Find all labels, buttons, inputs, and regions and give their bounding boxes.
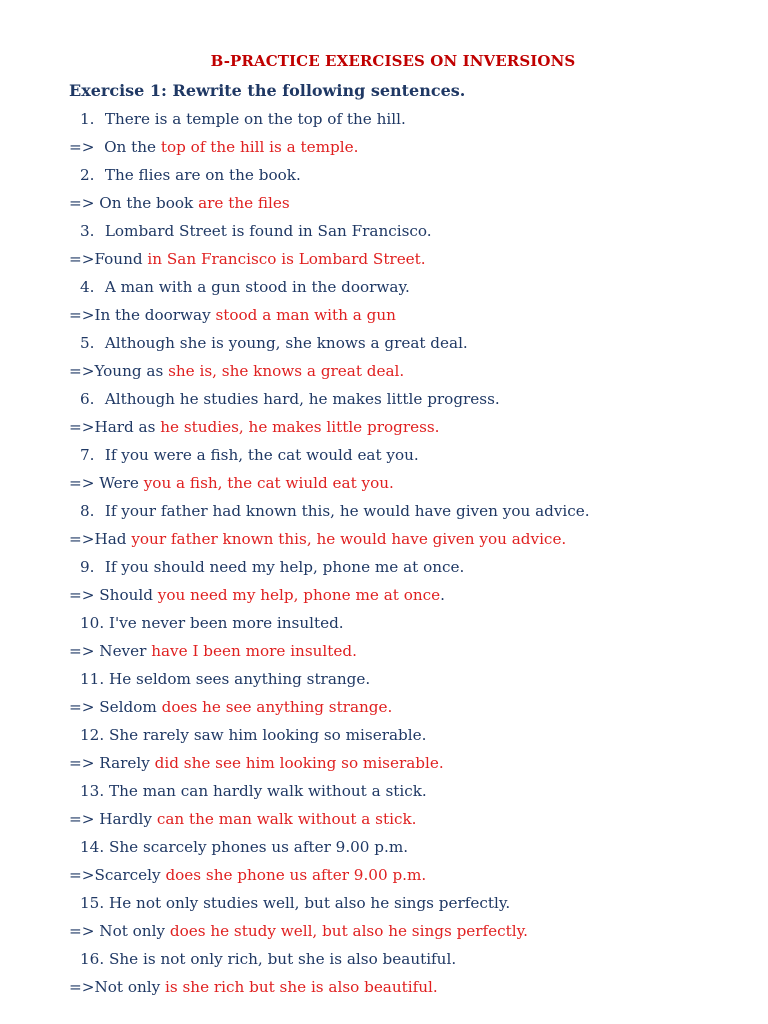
answer-inverted-text: you need my help, phone me at once [157,586,441,604]
answer-suffix: . [440,586,445,604]
exercise-question [0,668,768,696]
question-number: 9. [80,558,95,576]
exercise-question [0,332,768,360]
answer-inverted-text: does he study well, but also he sings perfectly. [169,922,529,940]
exercise-answer [0,864,768,892]
exercise-answer [0,640,768,668]
question-sentence: If your father had known this, he would have given you advice. [104,502,590,520]
exercise-list [0,108,768,1004]
answer-inverted-text: she is, she knows a great deal. [168,362,405,380]
exercise-answer [0,920,768,948]
answer-inverted-text: is she rich but she is also beautiful. [165,978,438,996]
exercise-answer [0,360,768,388]
exercise-question [0,612,768,640]
exercise-answer [0,248,768,276]
question-sentence: She is not only rich, but she is also beautiful. [108,950,457,968]
question-number: 5. [80,334,95,352]
answer-inverted-text: top of the hill is a temple. [160,138,359,156]
answer-prefix: => Were [69,474,144,492]
question-sentence: A man with a gun stood in the doorway. [104,278,410,296]
question-number: 13. [80,782,105,800]
answer-inverted-text: in San Francisco is Lombard Street. [147,250,426,268]
exercise-answer [0,752,768,780]
question-number: 16. [80,950,105,968]
question-number: 3. [80,222,95,240]
exercise-answer [0,304,768,332]
answer-inverted-text: can the man walk without a stick. [156,810,417,828]
exercise-answer [0,528,768,556]
answer-prefix: => On the [69,138,161,156]
exercise-question [0,444,768,472]
exercise-question [0,556,768,584]
question-number: 6. [80,390,95,408]
question-sentence: The flies are on the book. [104,166,301,184]
answer-inverted-text: did she see him looking so miserable. [154,754,444,772]
exercise-answer [0,808,768,836]
exercise-question [0,948,768,976]
question-number: 4. [80,278,95,296]
exercise-answer [0,136,768,164]
answer-inverted-text: are the files [198,194,290,212]
answer-prefix: =>Had [69,530,132,548]
answer-prefix: =>Young as [69,362,169,380]
answer-prefix: =>Not only [69,978,166,996]
answer-inverted-text: does she phone us after 9.00 p.m. [165,866,427,884]
question-sentence: He not only studies well, but also he sings perfectly. [108,894,511,912]
question-sentence: Lombard Street is found in San Francisco. [104,222,432,240]
exercise-answer [0,416,768,444]
question-number: 8. [80,502,95,520]
answer-inverted-text: your father known this, he would have given you advice. [131,530,567,548]
answer-inverted-text: have I been more insulted. [151,642,357,660]
question-sentence: There is a temple on the top of the hill. [104,110,406,128]
answer-prefix: => Never [69,642,152,660]
answer-prefix: => Not only [69,922,170,940]
question-number: 15. [80,894,105,912]
answer-prefix: =>Found [69,250,148,268]
answer-inverted-text: stood a man with a gun [215,306,396,324]
exercise-answer [0,584,768,612]
answer-prefix: => Seldom [69,698,162,716]
question-number: 12. [80,726,105,744]
answer-inverted-text: he studies, he makes little progress. [160,418,440,436]
question-number: 10. [80,614,105,632]
question-sentence: Although she is young, she knows a great deal. [104,334,468,352]
exercise-question [0,780,768,808]
exercise-answer [0,192,768,220]
question-number: 1. [80,110,95,128]
exercise-question [0,108,768,136]
exercise-heading: Exercise 1: Rewrite the following sentences. [69,81,466,100]
exercise-question [0,836,768,864]
answer-prefix: => Hardly [69,810,157,828]
exercise-answer [0,696,768,724]
question-sentence: Although he studies hard, he makes little progress. [104,390,500,408]
question-number: 2. [80,166,95,184]
answer-prefix: => Rarely [69,754,155,772]
question-number: 7. [80,446,95,464]
question-sentence: He seldom sees anything strange. [108,670,371,688]
exercise-question [0,892,768,920]
question-sentence: I've never been more insulted. [108,614,344,632]
exercise-question [0,220,768,248]
question-sentence: She rarely saw him looking so miserable. [108,726,427,744]
exercise-answer [0,976,768,1004]
exercise-question [0,164,768,192]
answer-prefix: =>Hard as [69,418,161,436]
question-sentence: If you should need my help, phone me at once. [104,558,465,576]
exercise-answer [0,472,768,500]
document-title: B-PRACTICE EXERCISES ON INVERSIONS [210,52,576,70]
answer-prefix: =>In the doorway [69,306,216,324]
answer-prefix: => Should [69,586,158,604]
exercise-question [0,276,768,304]
exercise-question [0,388,768,416]
question-number: 14. [80,838,105,856]
question-number: 11. [80,670,105,688]
answer-inverted-text: does he see anything strange. [161,698,393,716]
exercise-question [0,724,768,752]
answer-prefix: =>Scarcely [69,866,166,884]
question-sentence: She scarcely phones us after 9.00 p.m. [108,838,409,856]
answer-inverted-text: you a fish, the cat wiuld eat you. [143,474,394,492]
answer-prefix: => On the book [69,194,199,212]
exercise-question [0,500,768,528]
question-sentence: The man can hardly walk without a stick. [108,782,427,800]
question-sentence: If you were a fish, the cat would eat you. [104,446,419,464]
